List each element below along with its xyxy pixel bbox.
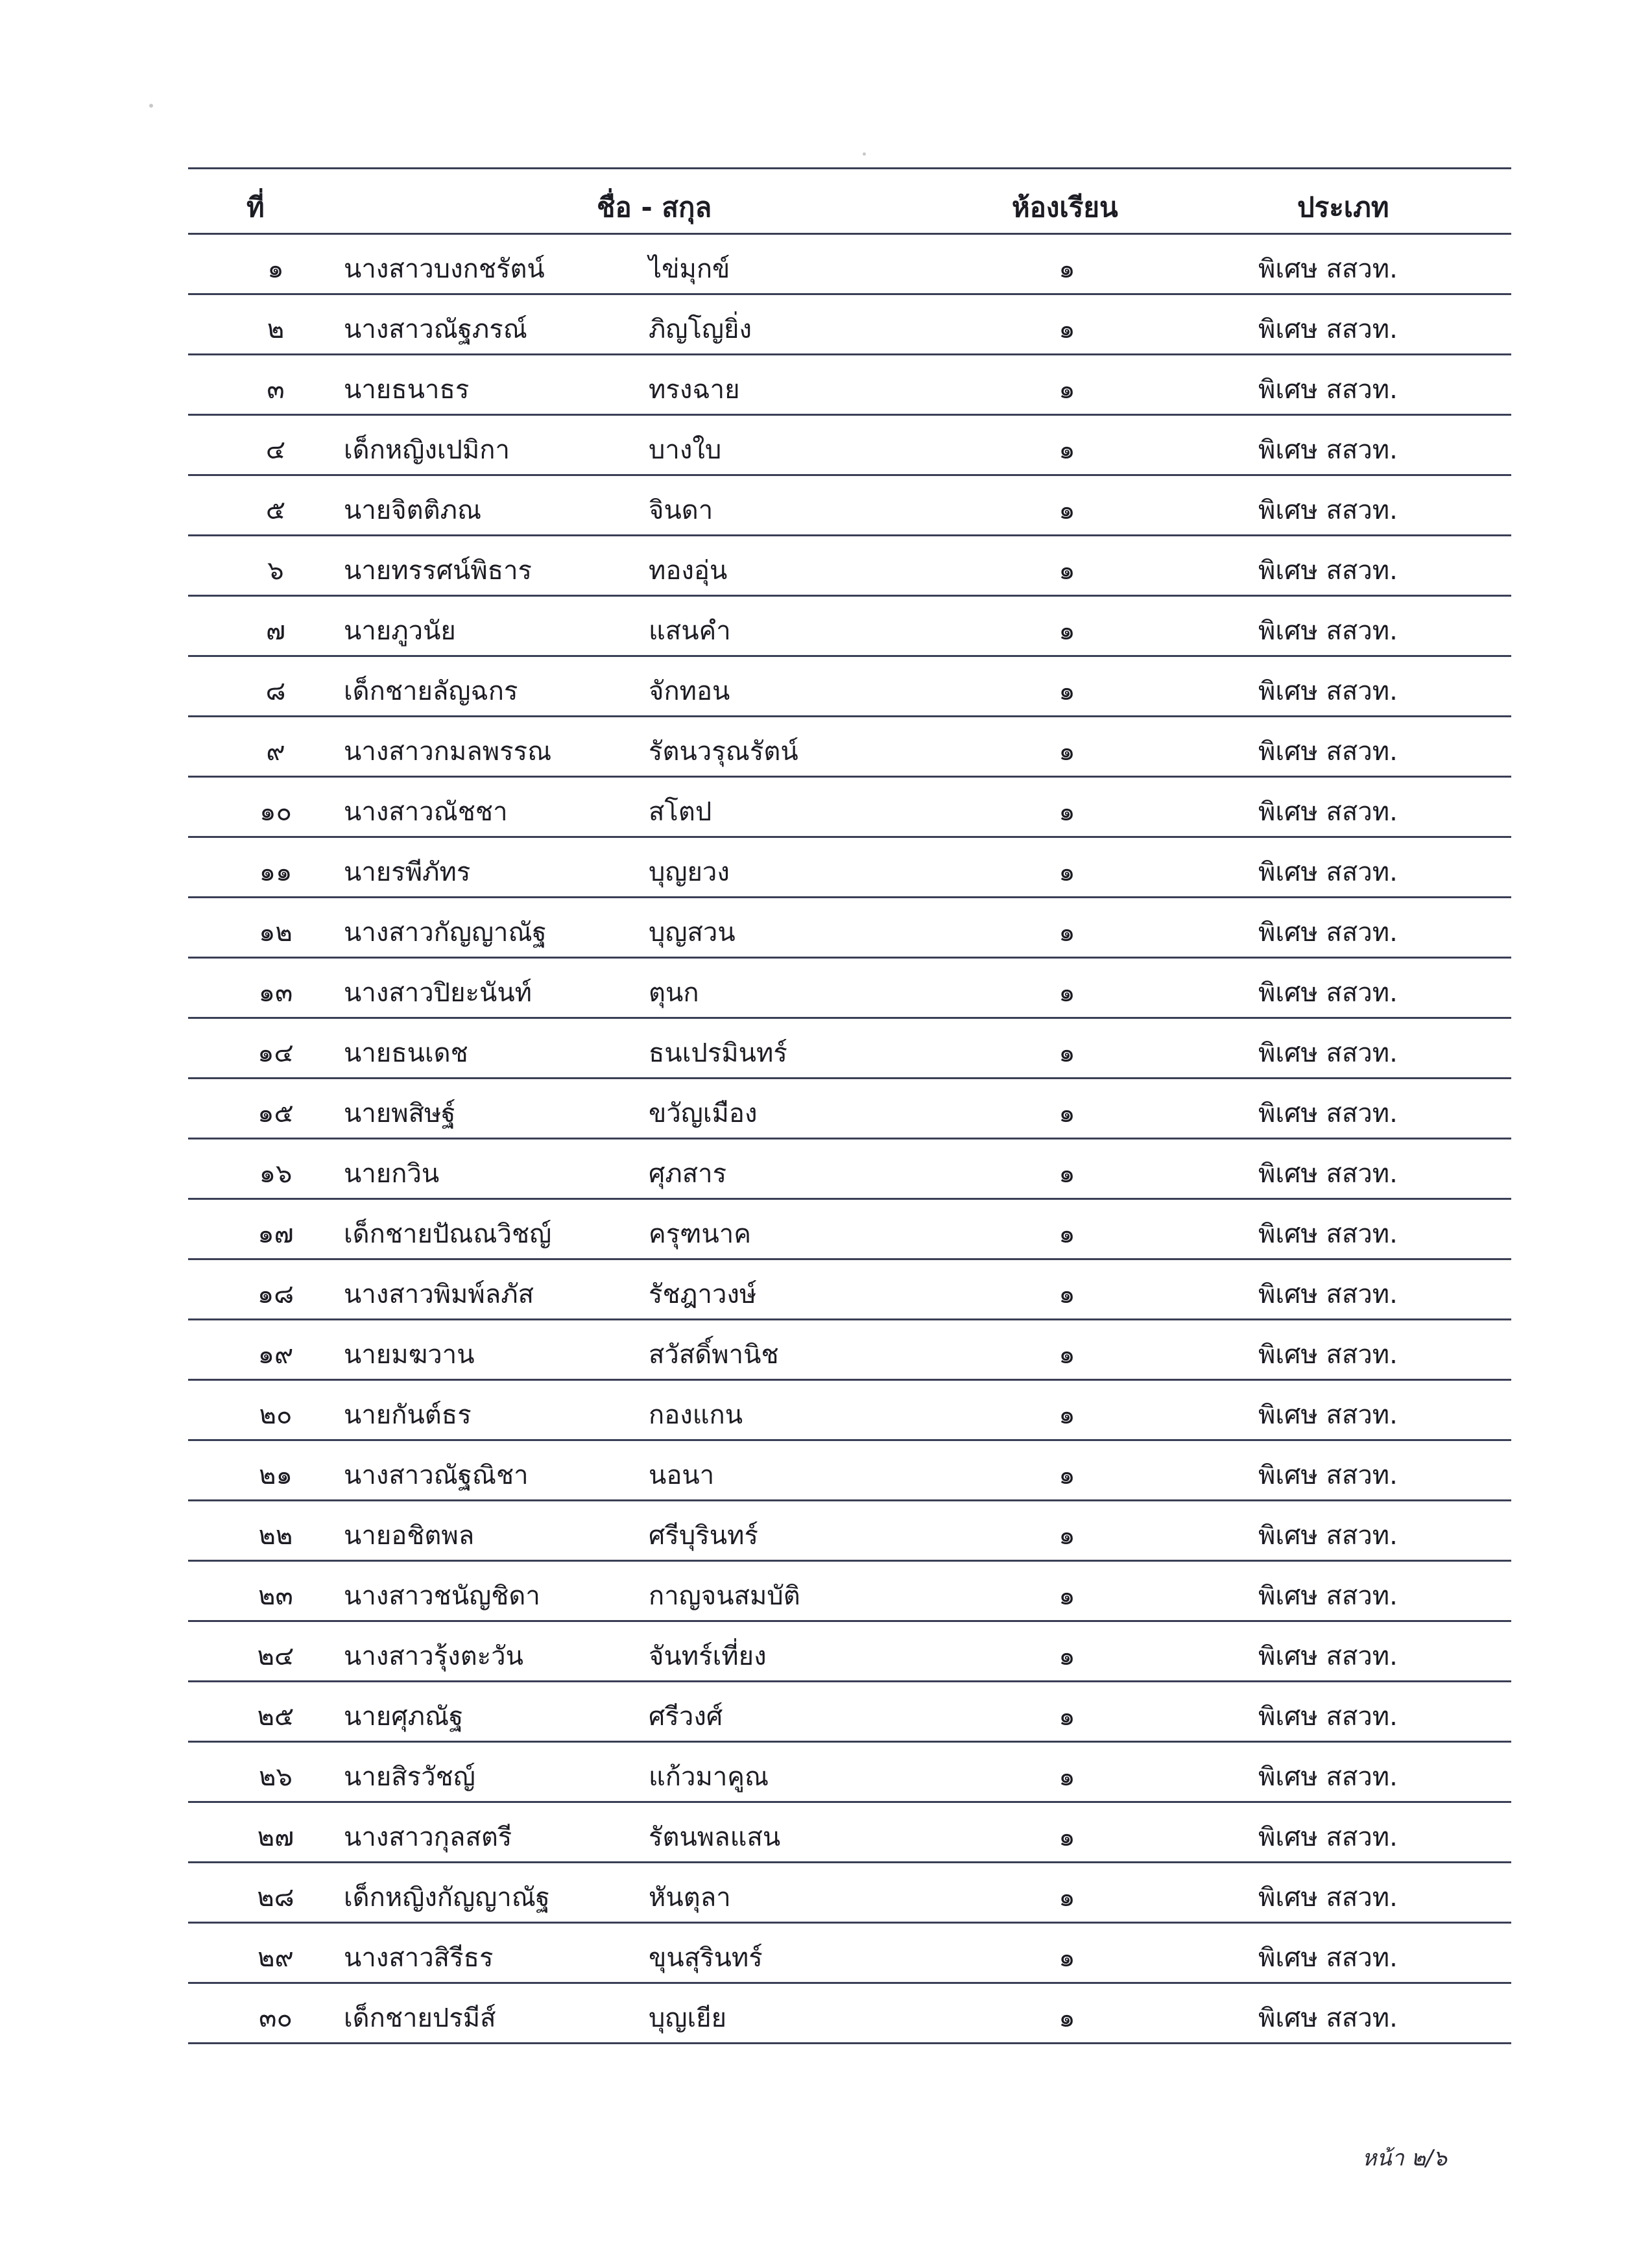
- student-surname: รัตนวรุณรัตน์: [649, 737, 798, 767]
- student-surname: ทองอุ่น: [649, 556, 728, 586]
- row-number: ๒๓: [258, 1581, 293, 1611]
- row-number: ๘: [265, 676, 286, 706]
- student-type: พิเศษ สสวท.: [1258, 1822, 1398, 1852]
- scan-speck: [863, 152, 866, 156]
- table-row: [188, 1682, 1511, 1743]
- student-type: พิเศษ สสวท.: [1258, 254, 1398, 284]
- student-surname: จักทอน: [649, 676, 730, 706]
- room-number: ๑: [1059, 1280, 1075, 1309]
- table-row: [188, 1139, 1511, 1200]
- student-surname: บางใบ: [649, 435, 722, 465]
- table-row: [188, 1562, 1511, 1622]
- scan-speck: [149, 104, 153, 108]
- row-number: ๑๙: [257, 1340, 294, 1370]
- table-row: [188, 1200, 1511, 1260]
- table-row: [188, 1441, 1511, 1501]
- student-type: พิเศษ สสวท.: [1258, 1883, 1398, 1913]
- student-name: นายศุภณัฐ: [344, 1702, 464, 1732]
- table-row: [188, 1079, 1511, 1139]
- table-row: [188, 1320, 1511, 1381]
- student-name: นายภูวนัย: [344, 616, 456, 646]
- student-surname: รัตนพลแสน: [649, 1822, 781, 1852]
- row-number: ๙: [266, 737, 285, 767]
- header-room: ห้องเรียน: [1012, 191, 1118, 223]
- student-type: พิเศษ สสวท.: [1258, 1219, 1398, 1249]
- student-surname: ครุฑนาค: [649, 1219, 752, 1249]
- student-name: นางสาวบงกชรัตน์: [344, 254, 545, 284]
- row-number: ๑๐: [259, 797, 292, 827]
- table-row: [188, 416, 1511, 476]
- student-surname: ทรงฉาย: [649, 375, 740, 405]
- student-surname: สโตป: [649, 797, 712, 827]
- student-name: นางสาวปิยะนันท์: [344, 978, 533, 1008]
- student-surname: หันตุลา: [649, 1883, 731, 1913]
- row-number: ๑๘: [257, 1280, 294, 1309]
- table-row: [188, 1622, 1511, 1682]
- room-number: ๑: [1059, 1702, 1075, 1732]
- room-number: ๑: [1059, 797, 1075, 827]
- student-name: นายกวิน: [344, 1159, 440, 1189]
- student-surname: กาญจนสมบัติ: [649, 1581, 800, 1611]
- room-number: ๑: [1059, 1762, 1075, 1792]
- student-surname: กองแกน: [649, 1400, 743, 1430]
- row-number: ๑: [267, 254, 284, 284]
- room-number: ๑: [1059, 1521, 1075, 1551]
- row-number: ๒๖: [259, 1762, 293, 1792]
- student-name: นางสาวสิรีธร: [344, 1943, 494, 1973]
- student-name: นายสิรวัชญ์: [344, 1762, 475, 1792]
- room-number: ๑: [1059, 2003, 1075, 2033]
- header-no: ที่: [246, 191, 265, 223]
- table-row: [188, 1381, 1511, 1441]
- student-name: นายกันต์ธร: [344, 1400, 472, 1430]
- row-number: ๒๑: [259, 1461, 293, 1490]
- student-name: เด็กชายลัญฉกร: [344, 676, 518, 706]
- student-name: เด็กหญิงเปมิกา: [344, 435, 510, 465]
- student-type: พิเศษ สสวท.: [1258, 918, 1398, 948]
- room-number: ๑: [1059, 556, 1075, 586]
- room-number: ๑: [1059, 1159, 1075, 1189]
- student-name: นายพสิษฐ์: [344, 1099, 456, 1128]
- table-row: [188, 1260, 1511, 1320]
- room-number: ๑: [1059, 1641, 1075, 1671]
- room-number: ๑: [1059, 1883, 1075, 1913]
- table-row: [188, 1863, 1511, 1924]
- student-name: นางสาวกุลสตรี: [344, 1822, 512, 1852]
- table-row: [188, 1984, 1511, 2044]
- row-number: ๑๕: [257, 1099, 294, 1128]
- table-row: [188, 1019, 1511, 1079]
- room-number: ๑: [1059, 375, 1075, 405]
- student-name: นางสาวณัฐณิชา: [344, 1461, 529, 1490]
- table-row: [188, 295, 1511, 355]
- student-surname: ขวัญเมือง: [649, 1099, 758, 1128]
- student-type: พิเศษ สสวท.: [1258, 1340, 1398, 1370]
- student-surname: ตุนก: [649, 978, 699, 1008]
- student-surname: จันทร์เที่ยง: [649, 1641, 767, 1671]
- student-name: นายอชิตพล: [344, 1521, 475, 1551]
- student-name: นายรพีภัทร: [344, 857, 471, 887]
- student-type: พิเศษ สสวท.: [1258, 1521, 1398, 1551]
- student-surname: บุญสวน: [649, 918, 736, 948]
- room-number: ๑: [1059, 857, 1075, 887]
- room-number: ๑: [1059, 1340, 1075, 1370]
- room-number: ๑: [1059, 1822, 1075, 1852]
- row-number: ๑๔: [257, 1038, 294, 1068]
- student-surname: สวัสดิ์พานิช: [649, 1340, 779, 1370]
- row-number: ๓๐: [259, 2003, 293, 2033]
- student-type: พิเศษ สสวท.: [1258, 1581, 1398, 1611]
- row-number: ๔: [265, 435, 286, 465]
- table-row: [188, 476, 1511, 536]
- table-row: [188, 838, 1511, 898]
- student-surname: รัชฎาวงษ์: [649, 1280, 757, 1309]
- student-name: เด็กหญิงกัญญาณัฐ: [344, 1883, 550, 1913]
- table-row: [188, 898, 1511, 959]
- row-number: ๑๑: [259, 857, 293, 887]
- student-name: นายธนาธร: [344, 375, 470, 405]
- student-type: พิเศษ สสวท.: [1258, 435, 1398, 465]
- table-row: [188, 778, 1511, 838]
- table-row: [188, 1743, 1511, 1803]
- header-name: ชื่อ - สกุล: [597, 191, 712, 223]
- student-type: พิเศษ สสวท.: [1258, 1762, 1398, 1792]
- student-surname: ธนเปรมินทร์: [649, 1038, 787, 1068]
- student-name: นายธนเดช: [344, 1038, 468, 1068]
- room-number: ๑: [1059, 978, 1075, 1008]
- table-row: [188, 1924, 1511, 1984]
- row-number: ๒๕: [257, 1702, 294, 1732]
- student-type: พิเศษ สสวท.: [1258, 495, 1398, 525]
- table-row: [188, 1501, 1511, 1562]
- room-number: ๑: [1059, 1038, 1075, 1068]
- student-surname: แก้วมาคูณ: [649, 1762, 769, 1792]
- student-name: เด็กชายปัณณวิชญ์: [344, 1219, 552, 1249]
- student-type: พิเศษ สสวท.: [1258, 1641, 1398, 1671]
- student-type: พิเศษ สสวท.: [1258, 616, 1398, 646]
- student-surname: ศรีบุรินทร์: [649, 1521, 758, 1551]
- table-row: [188, 959, 1511, 1019]
- row-number: ๒: [267, 315, 285, 344]
- room-number: ๑: [1059, 1943, 1075, 1973]
- table-row: [188, 657, 1511, 717]
- row-number: ๒๘: [257, 1883, 294, 1913]
- room-number: ๑: [1059, 1581, 1075, 1611]
- room-number: ๑: [1059, 918, 1075, 948]
- student-name: นายจิตติภณ: [344, 495, 482, 525]
- row-number: ๒๔: [257, 1641, 294, 1671]
- student-name: นายทรรศน์พิธาร: [344, 556, 533, 586]
- row-number: ๒๙: [257, 1943, 294, 1973]
- row-number: ๒๐: [259, 1400, 293, 1430]
- student-surname: ศุภสาร: [649, 1159, 727, 1189]
- table-row: [188, 355, 1511, 416]
- row-number: ๒๗: [257, 1822, 294, 1852]
- table-row: [188, 1803, 1511, 1863]
- row-number: ๖: [267, 556, 284, 586]
- student-name: เด็กชายปรมีส์: [344, 2003, 496, 2033]
- student-surname: แสนคำ: [649, 616, 731, 646]
- room-number: ๑: [1059, 1400, 1075, 1430]
- room-number: ๑: [1059, 737, 1075, 767]
- student-name: นางสาวรุ้งตะวัน: [344, 1641, 523, 1671]
- student-type: พิเศษ สสวท.: [1258, 315, 1398, 344]
- student-type: พิเศษ สสวท.: [1258, 1943, 1398, 1973]
- table-row: [188, 597, 1511, 657]
- room-number: ๑: [1059, 435, 1075, 465]
- row-number: ๓: [267, 375, 285, 405]
- student-type: พิเศษ สสวท.: [1258, 978, 1398, 1008]
- student-name: นางสาวกมลพรรณ: [344, 737, 552, 767]
- student-surname: นอนา: [649, 1461, 715, 1490]
- student-surname: ขุนสุรินทร์: [649, 1943, 763, 1973]
- student-surname: บุญยวง: [649, 857, 730, 887]
- student-type: พิเศษ สสวท.: [1258, 1280, 1398, 1309]
- student-surname: จินดา: [649, 495, 713, 525]
- student-type: พิเศษ สสวท.: [1258, 737, 1398, 767]
- table-row: [188, 717, 1511, 778]
- table-row: [188, 235, 1511, 295]
- student-name: นางสาวณัฐภรณ์: [344, 315, 527, 344]
- student-surname: ไข่มุกข์: [649, 254, 730, 284]
- row-number: ๑๗: [257, 1219, 294, 1249]
- student-name: นางสาวณัชชา: [344, 797, 508, 827]
- student-type: พิเศษ สสวท.: [1258, 556, 1398, 586]
- row-number: ๗: [265, 616, 286, 646]
- table-row: [188, 536, 1511, 597]
- table-body: [188, 235, 1511, 2044]
- header-type: ประเภท: [1297, 191, 1389, 223]
- student-type: พิเศษ สสวท.: [1258, 1099, 1398, 1128]
- student-table: [188, 167, 1511, 2044]
- room-number: ๑: [1059, 1219, 1075, 1249]
- table-header: [188, 167, 1511, 235]
- row-number: ๑๒: [259, 918, 293, 948]
- page-number: หน้า ๒/๖: [1362, 2145, 1448, 2171]
- student-surname: ภิญโญยิ่ง: [649, 315, 752, 344]
- student-name: นางสาวพิมพ์ลภัส: [344, 1280, 534, 1309]
- room-number: ๑: [1059, 1099, 1075, 1128]
- student-type: พิเศษ สสวท.: [1258, 1702, 1398, 1732]
- student-type: พิเศษ สสวท.: [1258, 857, 1398, 887]
- room-number: ๑: [1059, 1461, 1075, 1490]
- row-number: ๒๒: [258, 1521, 293, 1551]
- student-type: พิเศษ สสวท.: [1258, 676, 1398, 706]
- row-number: ๑๖: [259, 1159, 293, 1189]
- room-number: ๑: [1059, 315, 1075, 344]
- row-number: ๕: [265, 495, 286, 525]
- student-type: พิเศษ สสวท.: [1258, 797, 1398, 827]
- student-type: พิเศษ สสวท.: [1258, 1159, 1398, 1189]
- student-type: พิเศษ สสวท.: [1258, 375, 1398, 405]
- room-number: ๑: [1059, 254, 1075, 284]
- room-number: ๑: [1059, 676, 1075, 706]
- student-name: นางสาวชนัญชิดา: [344, 1581, 540, 1611]
- room-number: ๑: [1059, 495, 1075, 525]
- student-name: นายมฆวาน: [344, 1340, 475, 1370]
- student-surname: บุญเยีย: [649, 2003, 727, 2033]
- row-number: ๑๓: [258, 978, 293, 1008]
- student-type: พิเศษ สสวท.: [1258, 1461, 1398, 1490]
- student-name: นางสาวกัญญาณัฐ: [344, 918, 547, 948]
- room-number: ๑: [1059, 616, 1075, 646]
- student-surname: ศรีวงศ์: [649, 1702, 723, 1732]
- student-type: พิเศษ สสวท.: [1258, 1400, 1398, 1430]
- student-type: พิเศษ สสวท.: [1258, 1038, 1398, 1068]
- student-type: พิเศษ สสวท.: [1258, 2003, 1398, 2033]
